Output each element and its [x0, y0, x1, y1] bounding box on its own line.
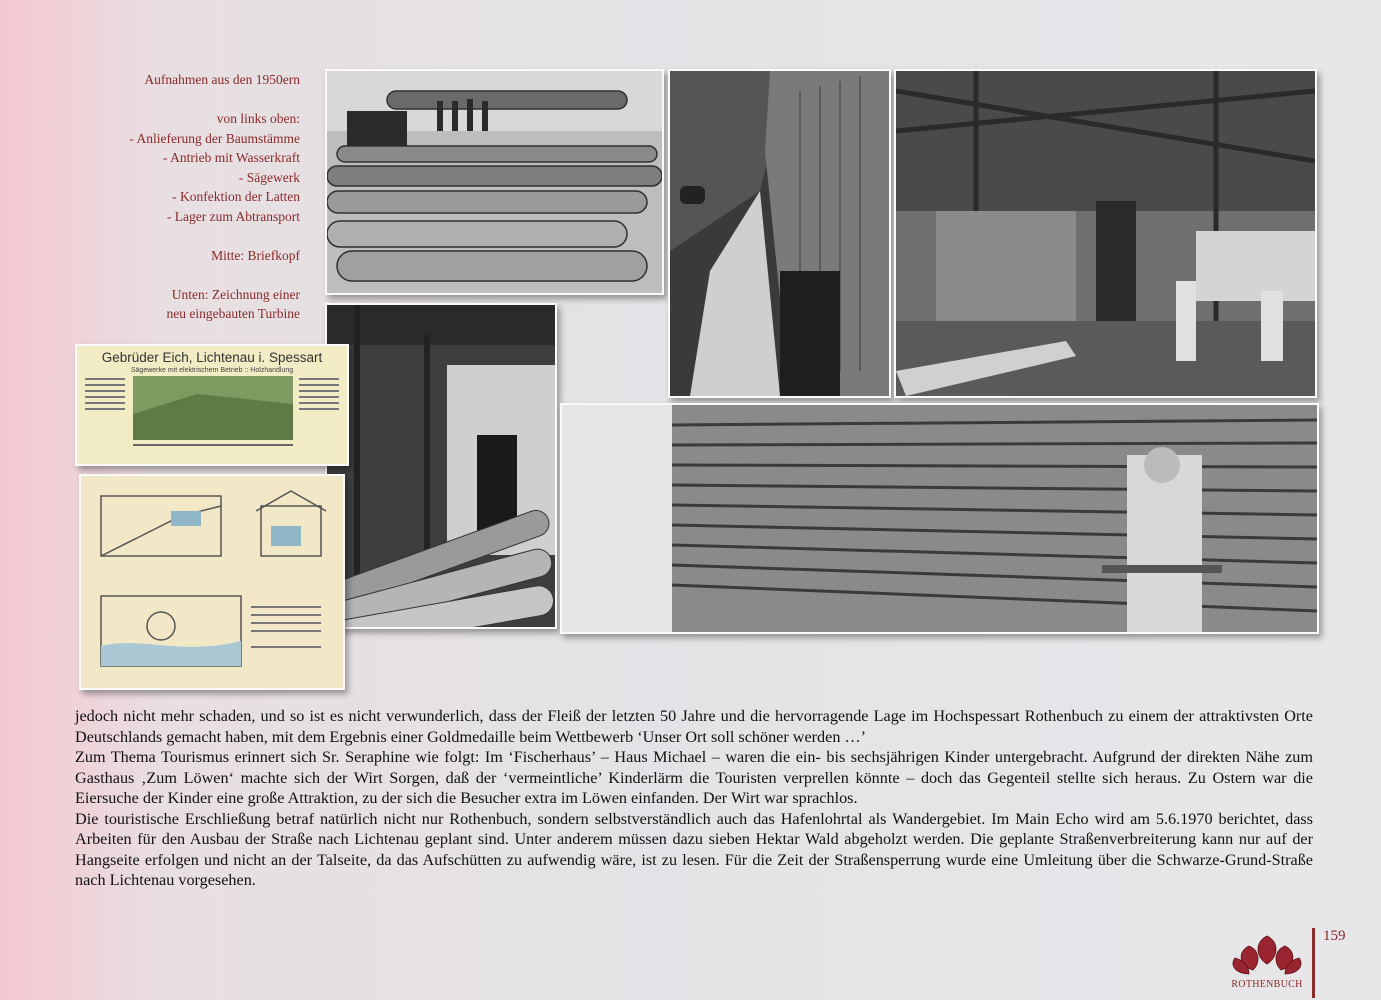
letterhead-landscape	[77, 374, 347, 454]
body-paragraph: Zum Thema Tourismus erinnert sich Sr. Seraphine wie folgt: Im ‘Fischerhaus’ – Haus Michael – waren die ein- bis sechsjährigen Kinder untergebracht. Aufgrund der direkten Nähe zum Gasthaus ‚Zum Löwen‘ machte sich der Wirt Sorgen, daß der ‘vermeintliche’ Kinderlärm die Touristen verprellen könnte – doch das Gegenteil stellte sich heraus. Zu Ostern war die Eiersuche der Kinder eine große Attraktion, zu der sich die Besucher extra im Löwen einfanden. Der Wirt war sprachlos.	[75, 748, 1313, 807]
photo-lath-assembly	[325, 303, 557, 629]
caption-line: Aufnahmen aus den 1950ern	[144, 72, 300, 87]
leaf-logo-icon	[1225, 932, 1309, 978]
logo-text: ROTHENBUCH	[1231, 979, 1303, 990]
article-body	[75, 706, 1313, 891]
rothenbuch-logo	[1225, 932, 1309, 994]
photo-log-delivery	[325, 69, 664, 295]
caption-line: Mitte: Briefkopf	[211, 247, 300, 263]
letterhead-subtitle: Sägewerke mit elektrischem Betrieb :: Holzhandlung	[130, 367, 294, 374]
photo-lumber-storage	[560, 403, 1319, 634]
body-paragraph: Die touristische Erschließung betraf natürlich nicht nur Rothenbuch, sondern selbstverständlich auch das Hafenlohrtal als Wandergebiet. Im Main Echo wird am 5.6.1970 berichtet, dass Arbeiten für den Ausbau der Straße nach Lichtenau geplant sind. Unter anderem müssen dazu sieben Hektar Wald abgeholzt werden. Die geplante Straßenverbreiterung kann nur auf der Hangseite erfolgen und nicht an der Talseite, da das Aufschütten zu aufwendig wäre, ist zu lesen. Für die Zeit der Straßensperrung wurde eine Umleitung über die Schwarze-Grund-Straße nach Lichtenau vorgesehen.	[75, 809, 1313, 889]
caption-line: - Konfektion der Latten	[172, 189, 300, 204]
caption-line: - Antrieb mit Wasserkraft	[162, 150, 300, 165]
caption-line	[70, 90, 300, 110]
body-paragraph: jedoch nicht mehr schaden, und so ist es nicht verwunderlich, dass der Fleiß der letzten 50 Jahre und die hervorragende Lage im Hochspessart Rothenbuch zu einem der attraktivsten Orte Deutschlands gemacht haben, mit dem Ergebnis einer Goldmedaille beim Wettbewerb ‘Unser Ort soll schöner werden …’	[75, 707, 1313, 746]
caption-line: - Anlieferung der Baumstämme	[129, 130, 300, 146]
caption-line	[70, 226, 300, 246]
caption-line: - Sägewerk	[238, 169, 300, 185]
photo-caption	[70, 70, 300, 324]
page-rule	[1312, 928, 1315, 998]
caption-line: neu eingebauten Turbine	[166, 306, 300, 321]
letterhead-title: Gebrüder Eich, Lichtenau i. Spessart	[101, 350, 323, 365]
turbine-drawing	[79, 474, 345, 690]
caption-line: - Lager zum Abtransport	[166, 208, 300, 224]
caption-line: von links oben:	[216, 111, 300, 126]
page-number: 159	[1323, 928, 1346, 944]
photo-sawmill	[894, 69, 1317, 398]
caption-line	[70, 265, 300, 285]
caption-line: Unten: Zeichnung einer	[171, 286, 300, 302]
letterhead-image	[75, 344, 349, 466]
photo-water-power	[668, 69, 891, 398]
